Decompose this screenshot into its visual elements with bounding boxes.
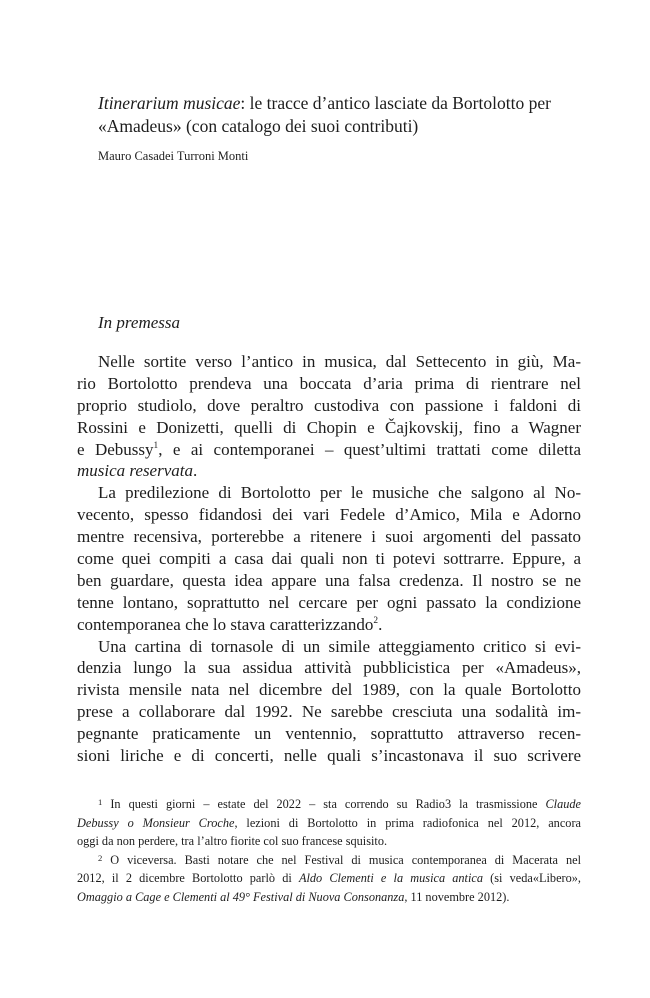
text-fragment: , 11 novembre 2012). — [404, 889, 510, 904]
text-line: proprio studiolo, dove peraltro custodiva con passione i faldoni di — [77, 395, 581, 415]
italic-phrase: Aldo Clementi e la musica antica — [298, 871, 483, 885]
italic-phrase: Debussy o Monsieur Croche — [77, 815, 235, 830]
footnote-2-line — [77, 869, 581, 888]
text-line: denzia lungo la sua assidua attività pubblicistica per «Amadeus», — [77, 658, 581, 678]
text-fragment: , e ai contemporanei – quest’ultimi trattati come diletta — [158, 439, 581, 459]
text-fragment: . — [378, 614, 383, 634]
text-line: pegnante praticamente un ventennio, soprattutto attraverso recen- — [77, 724, 581, 744]
footnote-number: 1 — [98, 797, 103, 807]
text-line: come quei compiti a casa dai quali non ti potevi sottrarre. Eppure, a — [77, 549, 581, 569]
text-line: prese a collaborare dal 1992. Ne sarebbe cresciuta una sodalità im- — [77, 702, 581, 722]
text-fragment: contemporanea che lo stava caratterizzando — [77, 614, 374, 634]
text-fragment: (si veda«Libero», — [483, 871, 581, 885]
chapter-title — [98, 92, 598, 138]
text-line — [77, 439, 581, 461]
text-fragment: , lezioni di Bortolotto in prima radiofonica nel 2012, ancora — [234, 815, 581, 830]
footnote-1-line: oggi da non perdere, tra l’altro fiorite col suo francese squisito. — [77, 834, 388, 848]
text-line: rio Bortolotto prendeva una boccata d’aria prima di rientrare nel — [77, 373, 581, 393]
body-text — [77, 351, 581, 767]
text-fragment: O viceversa. Basti notare che nel Festival di musica contemporanea di Macerata nel — [110, 852, 581, 867]
footnote-ref[interactable]: 1 — [153, 440, 159, 451]
footnote-2-line — [77, 888, 581, 907]
section-heading: In premessa — [98, 313, 180, 332]
text-line: rivista mensile nata nel dicembre del 1989, con la quale Bortolotto — [77, 680, 581, 700]
footnote-number: 2 — [98, 852, 103, 863]
footnote-1-line — [77, 795, 581, 814]
italic-phrase: Claude — [545, 797, 581, 811]
footnote-ref[interactable]: 2 — [373, 615, 379, 626]
footnotes — [77, 795, 581, 906]
title-line-2: «Amadeus» (con catalogo dei suoi contributi) — [98, 116, 419, 136]
text-line: Nelle sortite verso l’antico in musica, dal Settecento in giù, Ma- — [98, 352, 581, 371]
text-line — [77, 460, 581, 482]
text-line: ben guardare, questa idea appare una falsa credenza. Il nostro se ne — [77, 570, 581, 590]
italic-phrase: musica reservata — [77, 461, 193, 481]
footnote-1-line — [77, 814, 581, 833]
text-line: mentre recensiva, porterebbe a ritenere i suoi argomenti del passato — [77, 527, 581, 547]
italic-phrase: Omaggio a Cage e Clementi al 49° Festival di Nuova Consonanza — [77, 889, 405, 904]
text-line: vecento, spesso fidandosi dei vari Fedele d’Amico, Mila e Adorno — [77, 505, 581, 525]
author-name: Mauro Casadei Turroni Monti — [98, 149, 249, 163]
text-line: La predilezione di Bortolotto per le musiche che salgono al No- — [98, 483, 581, 503]
text-line: Rossini e Donizetti, quelli di Chopin e Čajkovskij, fino a Wagner — [77, 417, 581, 437]
text-fragment: 2012, il 2 dicembre Bortolotto parlò di — [77, 871, 299, 885]
title-italic: Itinerarium musicae — [98, 93, 241, 113]
text-fragment: In questi giorni – estate del 2022 – sta correndo su Radio3 la trasmissione — [110, 797, 546, 811]
title-rest: : le tracce d’antico lasciate da Bortolotto per — [240, 93, 551, 113]
footnote-2-line — [77, 851, 581, 870]
text-fragment: e Debussy — [77, 439, 154, 459]
text-line: Una cartina di tornasole di un simile atteggiamento critico si evi- — [98, 636, 581, 656]
text-line: tenne lontano, soprattutto nel cercare per ogni passato la condizione — [77, 592, 581, 612]
text-line: sioni liriche e di concerti, nelle quali s’incastonava il suo scrivere — [77, 746, 581, 766]
text-line — [77, 614, 581, 636]
text-fragment: . — [193, 461, 198, 481]
